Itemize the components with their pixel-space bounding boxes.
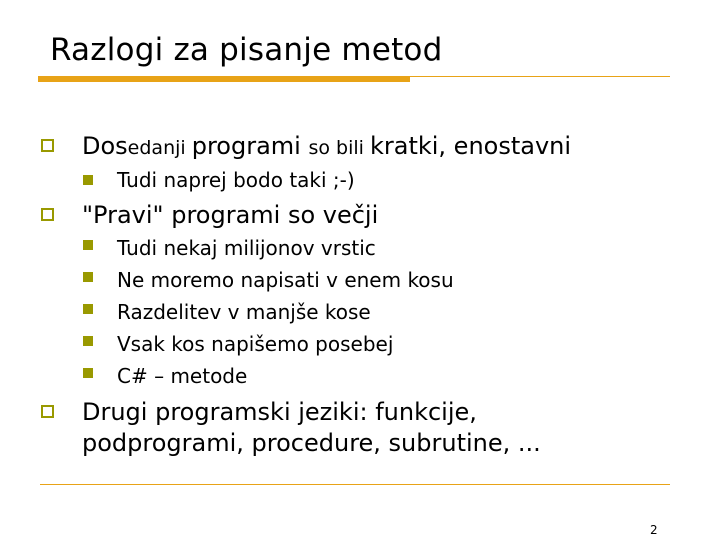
bullet-3-line-1: Drugi programski jeziki: funkcije,	[82, 398, 477, 426]
bullet-box-icon	[41, 208, 54, 221]
sub-bullet-square-icon	[83, 304, 93, 314]
slide-title: Razlogi za pisanje metod	[50, 32, 443, 68]
sub-bullet-1-1: Tudi naprej bodo taki ;-)	[117, 168, 355, 192]
sub-bullet-2-5: C# – metode	[117, 364, 248, 388]
bullet-box-icon	[41, 139, 54, 152]
sub-bullet-square-icon	[83, 175, 93, 185]
page-number: 2	[650, 523, 658, 537]
sub-bullet-2-3: Razdelitev v manjše kose	[117, 300, 371, 324]
sub-bullet-2-2: Ne moremo napisati v enem kosu	[117, 268, 454, 292]
bullet-1-part-5: kratki, enostavni	[369, 132, 572, 160]
sub-bullet-2-1: Tudi nekaj milijonov vrstic	[117, 236, 376, 260]
sub-bullet-square-icon	[83, 368, 93, 378]
bullet-box-icon	[41, 405, 54, 418]
bullet-1-part-1: Dos	[82, 132, 128, 160]
sub-bullet-2-4: Vsak kos napišemo posebej	[117, 332, 394, 356]
bullet-2-text: "Pravi" programi so večji	[82, 201, 379, 229]
sub-bullet-square-icon	[83, 240, 93, 250]
bullet-1-part-2: edanji	[127, 137, 192, 159]
title-rule	[410, 76, 670, 77]
sub-bullet-square-icon	[83, 336, 93, 346]
sub-bullet-square-icon	[83, 272, 93, 282]
bullet-1-text	[82, 131, 571, 163]
title-accent-bar	[38, 76, 410, 82]
bullet-1-part-4: so bili	[308, 137, 370, 159]
bullet-1-part-3: programi	[191, 132, 309, 160]
footer-rule	[40, 484, 670, 485]
bullet-3-line-2: podprogrami, procedure, subrutine, ...	[82, 429, 541, 457]
